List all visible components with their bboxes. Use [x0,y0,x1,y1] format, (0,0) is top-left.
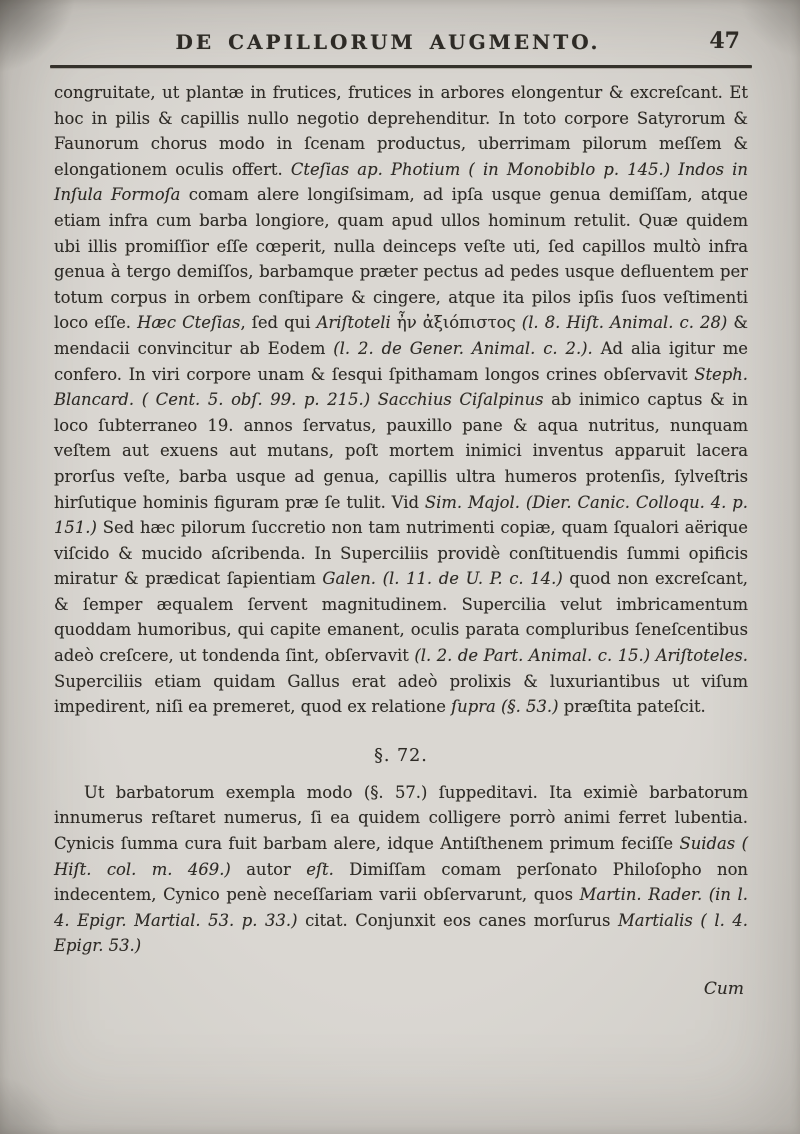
text-run: quod non excreſcant, & ſemper æqualem ſervent magnitudinem. Supercilia velut imbricamentum quoddam humoribus, qui capite emanent, oculis parata compluribus ſeneſcentibus adeò creſcere, ut tondenda ſint, obſervavit [54,569,748,666]
italic-text-run: Hæc Cteſias [137,313,241,333]
italic-text-run: ſupra (§. 53.) [451,697,559,717]
italic-text-run: Suidas ( Hiſt. col. m. 469.) [54,834,748,879]
text-run: autor [246,859,307,879]
text-run: congruitate, ut plantæ in frutices, frutices in arbores elongentur & excreſcant. Et hoc in pilis & capillis nullo negotio deprehenditur. In toto corpore Satyrorum & Faunorum chorus modo in ſcenam productus, uberrimam pilorum meſſem & elongationem oculis offert. [54,83,748,179]
italic-text-run: Cteſias ap. Photium ( in Monobiblo p. 145.) Indos in Inſula Formoſa [54,159,748,205]
italic-text-run: Martialis ( l. 4. Epigr. 53.) [54,910,748,956]
paragraph-1 [54,80,748,720]
paragraph-2 [54,780,748,959]
italic-text-run: Martin. Rader. (in l. 4. Epigr. Martial. 53. p. 33.) [54,885,749,930]
italic-text-run: (l. 8. Hiſt. Animal. c. 28) [521,313,728,333]
italic-text-run: Steph. Blancard. ( Cent. 5. obſ. 99. p. 215.) Sacchius Ciſalpinus [54,364,748,410]
text-run: Dimiſſam comam perſonato Philoſopho non indecentem, Cynico penè neceſſariam varii obſervarunt, quos [54,859,748,905]
text-run: Ut barbatorum exempla modo (§. 57.) ſuppeditavi. Ita eximiè barbatorum innumerus reſtaret numerus, ſi ea quidem colligere porrò animi ferret lubentia. Cynicis ſumma cura fuit barbam alere, idque Antiſthenem primum feciſſe [54,782,748,854]
section-heading: §. 72. [374,745,428,766]
text-run: Sed hæc pilorum ſuccretio non tam nutrimenti copiæ, quam ſqualori aërique viſcido & mucido aſcribenda. In Superciliis providè conſtituendis ſummi opificis miratur & prædicat ſapientiam [54,518,748,589]
catchword: Cum [703,979,744,999]
text-run: ab inimico captus & in loco ſubterraneo 19. annos ſervatus, pauxillo pane & aqua nutritus, nunquam veſtem aut exuens aut mutans, poſt mortem inimici inventus apparuit lacera prorſus veſte, barba usque ad genua, capillis ultra humeros protenſis, ſylveſtris hirſutique hominis figuram præ ſe tulit. Vid [54,390,748,512]
page-header [0,0,800,68]
italic-text-run: (l. 2. de Part. Animal. c. 15.) Ariſtoteles. [414,646,748,666]
italic-text-run: eſt. [306,859,334,879]
page-number: 47 [709,28,740,54]
italic-text-run: (l. 2. de Gener. Animal. c. 2.). [333,338,593,358]
text-run: , ſed qui [240,313,317,333]
text-run: Superciliis etiam quidam Gallus erat adeò prolixis & luxuriantibus ut viſum impedirent, niſi ea premeret, quod ex relatione [54,671,748,717]
text-run: ἦν ἀξιόπιστος [390,313,522,333]
running-title: DE CAPILLORUM AUGMENTO. [175,30,601,54]
italic-text-run: Galen. (l. 11. de U. P. c. 14.) [322,569,563,589]
text-run: citat. Conjunxit eos canes morſurus [297,910,618,930]
header-rule [50,65,752,68]
text-run: & mendacii convincitur ab Eodem [54,313,748,358]
text-run: Ad alia igitur me confero. In viri corpore unam & ſesqui ſpithamam longos crines obſervavit [54,338,748,384]
italic-text-run: Ariſtoteli [316,313,391,333]
text-run: præſtita pateſcit. [558,697,706,717]
page-body [0,68,800,999]
italic-text-run: Sim. Majol. (Dier. Canic. Colloqu. 4. p. 151.) [54,492,748,538]
text-run: comam alere longiſsimam, ad ipſa usque genua demiſſam, atque etiam infra cum barba longiore, quam apud ullos hominum retulit. Quæ quidem ubi illis promiſſior eſſe cœperit, nulla deinceps veſte uti, ſed capillos multò infra genua à tergo demiſſos, barbamque præter pectus ad pedes usque defluentem per totum corpus in orbem conſtipare & cingere, atque ita pilos ipſis ſuos veſtimenti loco eſſe. [54,185,748,333]
